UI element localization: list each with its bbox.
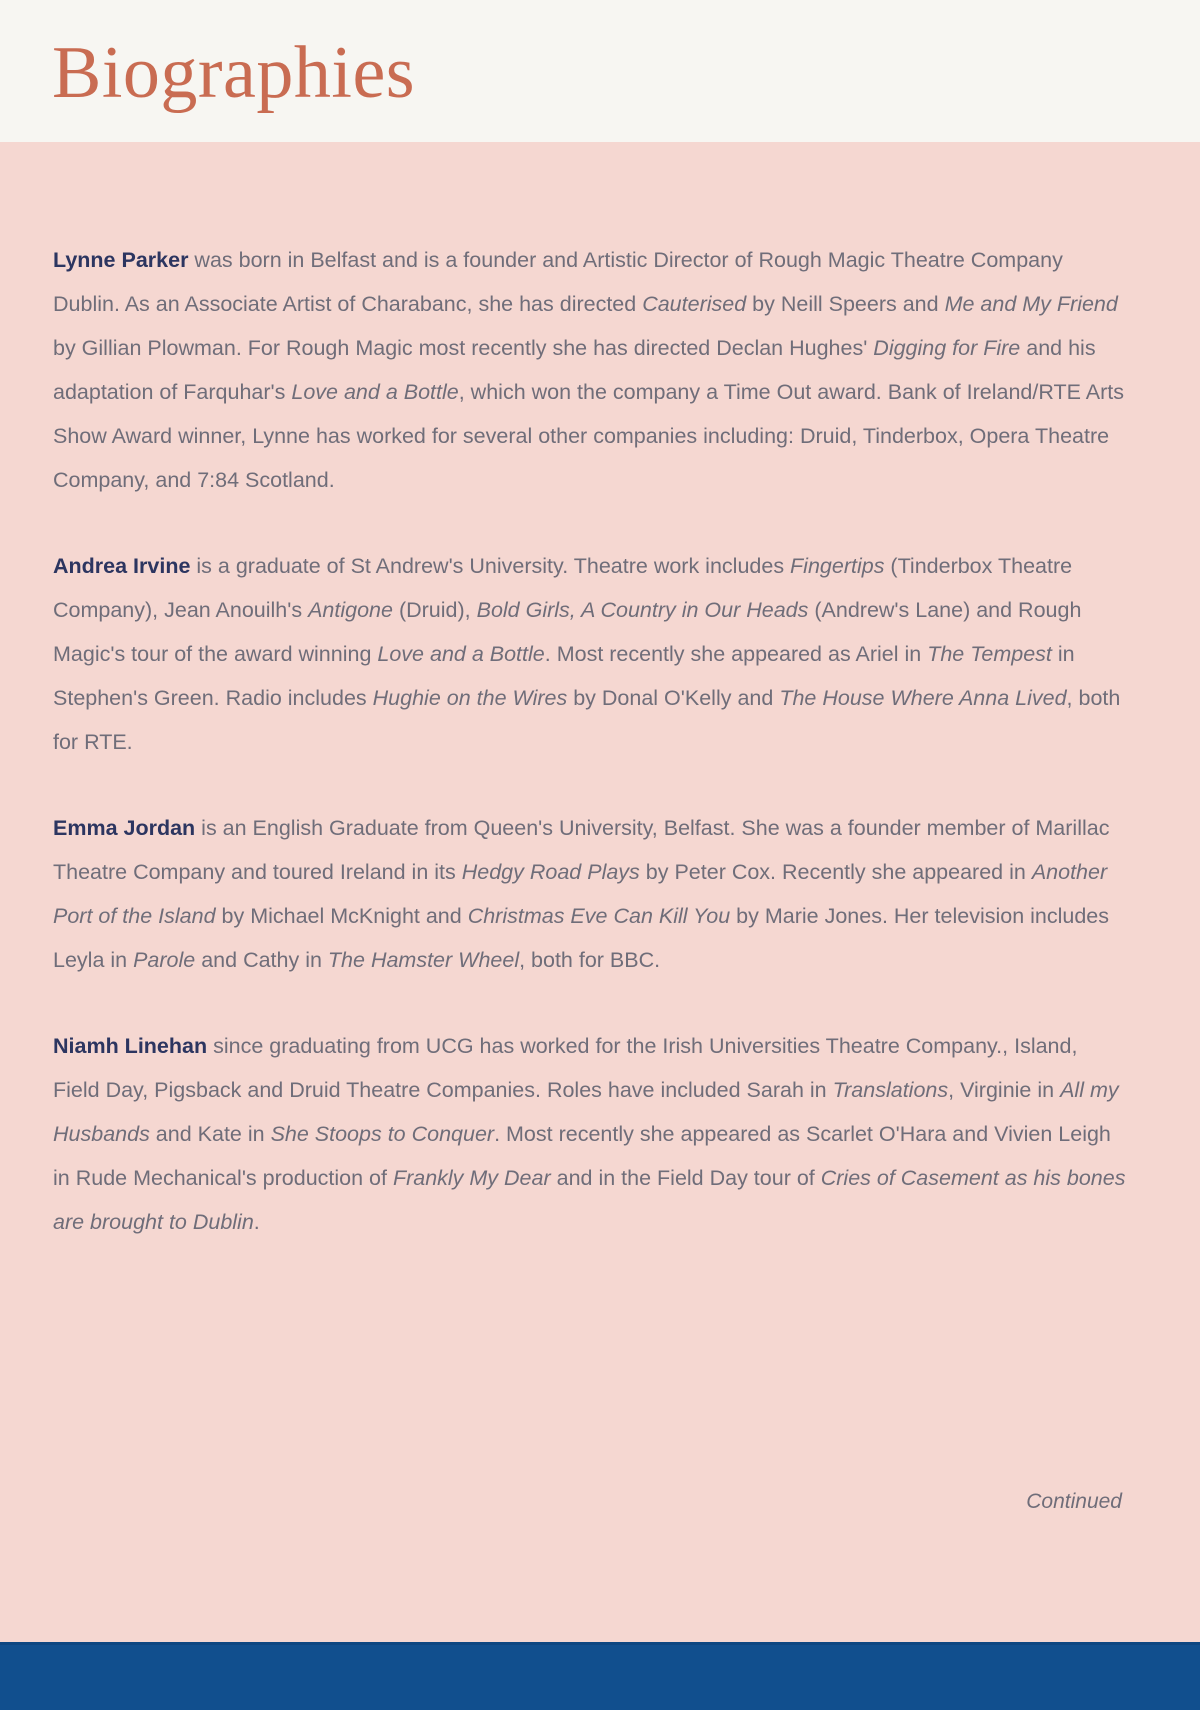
biography-text: was born in Belfast and is a founder and Artistic Director of Rough Magic Theatre Company Dublin. As an Associate Artist of Charabanc, she has directed (53, 248, 1063, 316)
biography-text: . (253, 1210, 260, 1234)
biography-text: , both for BBC. (519, 948, 661, 972)
work-title: Love and a Bottle (377, 642, 545, 666)
work-title: Fingertips (790, 554, 885, 578)
biography-text: by Michael McKnight and (215, 904, 468, 928)
work-title: Christmas Eve Can Kill You (467, 904, 731, 928)
biography-text: and his adaptation of Farquhar's (53, 336, 1096, 404)
work-title: She Stoops to Conquer (270, 1122, 495, 1146)
biography-paragraph (53, 238, 1128, 502)
work-title: Me and My Friend (944, 292, 1118, 316)
biography-text: (Druid), (392, 598, 477, 622)
biography-text: and in the Field Day tour of (550, 1166, 821, 1190)
work-title: All my Husbands (53, 1078, 1119, 1146)
biography-text: , Virginie in (948, 1078, 1061, 1102)
biography-text: by Donal O'Kelly and (567, 686, 780, 710)
biography-text: and Cathy in (195, 948, 328, 972)
biography-text: is an English Graduate from Queen's University, Belfast. She was a founder member of Marillac Theatre Company and toured Ireland in its (53, 816, 1110, 884)
biography-text: by Gillian Plowman. For Rough Magic most recently she has directed Declan Hughes' (53, 336, 874, 360)
continued-label: Continued (1026, 1490, 1122, 1513)
biography-text: and Kate in (149, 1122, 271, 1146)
work-title: Bold Girls, A Country in Our Heads (476, 598, 809, 622)
biography-list (53, 238, 1128, 1286)
biography-text: (Tinderbox Theatre Company), Jean Anouilh's (53, 554, 1073, 622)
work-title: Antigone (308, 598, 393, 622)
biography-name: Lynne Parker (53, 248, 189, 272)
biography-paragraph (53, 544, 1128, 764)
biography-paragraph (53, 806, 1128, 982)
biography-text: is a graduate of St Andrew's University. Theatre work includes (190, 554, 791, 578)
biography-name: Emma Jordan (53, 816, 196, 840)
work-title: Parole (133, 948, 196, 972)
work-title: Hedgy Road Plays (461, 860, 640, 884)
biography-text: , both for RTE. (53, 686, 1121, 754)
work-title: Translations (832, 1078, 949, 1102)
work-title: Love and a Bottle (291, 380, 459, 404)
biography-text: , which won the company a Time Out award. Bank of Ireland/RTE Arts Show Award winner, Lynne has worked for several other companies including: Druid, Tinderbox, Opera Theatre Company, and 7:84 Scotland. (53, 380, 1124, 492)
biography-text: . Most recently she appeared as Ariel in (544, 642, 928, 666)
work-title: The Tempest (927, 642, 1052, 666)
biography-text: . Most recently she appeared as Scarlet O'Hara and Vivien Leigh in Rude Mechanical's production of (53, 1122, 1111, 1190)
biography-text: since graduating from UCG has worked for the Irish Universities Theatre Company., Island, Field Day, Pigsback and Druid Theatre Companies. Roles have included Sarah in (53, 1034, 1078, 1102)
page-title: Biographies (52, 32, 416, 114)
work-title: Cauterised (642, 292, 747, 316)
footer-band (0, 1642, 1200, 1710)
work-title: The House Where Anna Lived (779, 686, 1067, 710)
biography-name: Andrea Irvine (53, 554, 191, 578)
biography-text: by Marie Jones. Her television includes Leyla in (53, 904, 1110, 972)
biography-text: by Neill Speers and (746, 292, 945, 316)
biography-text: by Peter Cox. Recently she appeared in (639, 860, 1032, 884)
biography-text: (Andrew's Lane) and Rough Magic's tour of the award winning (53, 598, 1082, 666)
biography-paragraph (53, 1024, 1128, 1244)
work-title: Another Port of the Island (53, 860, 1108, 928)
biography-name: Niamh Linehan (53, 1034, 208, 1058)
work-title: Hughie on the Wires (372, 686, 568, 710)
page-header (0, 0, 1200, 142)
biography-text: in Stephen's Green. Radio includes (53, 642, 1075, 710)
work-title: Cries of Casement as his bones are brought to Dublin (53, 1166, 1126, 1234)
work-title: Digging for Fire (873, 336, 1021, 360)
work-title: The Hamster Wheel (327, 948, 520, 972)
work-title: Frankly My Dear (392, 1166, 551, 1190)
